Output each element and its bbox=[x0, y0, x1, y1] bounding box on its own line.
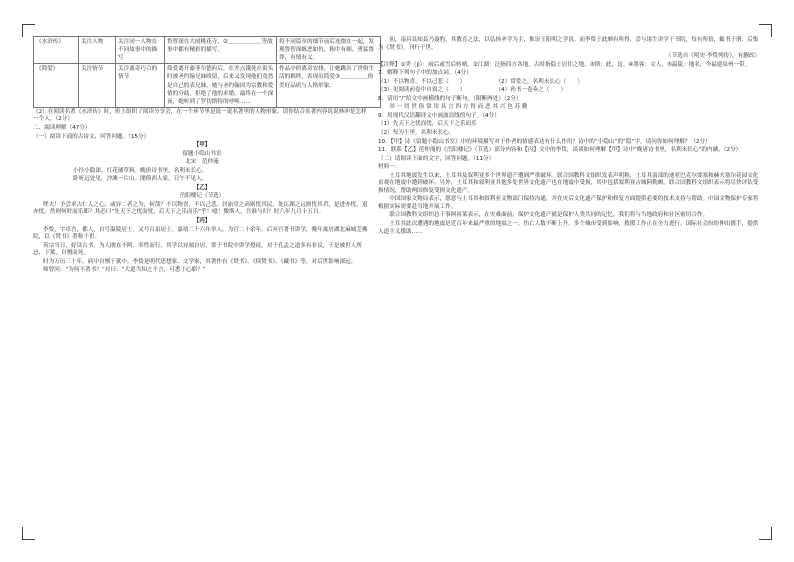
corner-mark bbox=[22, 527, 35, 540]
question-10: 10．【甲】诗《留题小隐山书室》中的环境描写对于作者的情感表达有什么作用？诗中的“小隐山”的“隐”字，请问你如何理解？（2分） bbox=[378, 138, 711, 145]
table-cell: 关注同一人物在不同故事中的描写 bbox=[116, 37, 165, 64]
table-cell: 鲁智深在大闹桃花寺、②＿＿＿＿＿＿等故事中都有精彩的描写。 bbox=[165, 37, 277, 64]
poem-author: 北宋 范仲淹 bbox=[185, 159, 219, 166]
corner-mark bbox=[759, 527, 772, 540]
label-yi: 【乙】 bbox=[193, 184, 211, 191]
subsection-heading: （二）请阅读下面的文字，回答问题。（11分） bbox=[378, 155, 495, 162]
material-paragraph: 联合国教科文组织总干事阿祖莱表示，在灾难面前，保护文化遗产就是保护人类共同的记忆，我们将与当地政府和社区密切合作。 bbox=[378, 212, 709, 219]
material-paragraph: 土耳其此次遭遇的地震是近百年来最严重的地震之一，伤亡人数不断上升，多个城市受到影响，救援工作正在全力进行，国际社会纷纷伸出援手，提供人道主义援助…… bbox=[378, 221, 759, 235]
table-cell: 关注人物 bbox=[79, 37, 116, 64]
material-paragraph: 中国国家文物局表示，愿意与土耳其和叙利亚文物部门保持沟通，并在灾后文化遗产保护和修复方面提供必要的技术支持与帮助。中国文物保护专家将根据实际需要赴当地开展工作。 bbox=[378, 196, 759, 210]
passage-source: （节选自《明史·李贽列传》，有删改） bbox=[665, 53, 760, 60]
question-options bbox=[378, 87, 760, 95]
question-options bbox=[378, 79, 760, 87]
corner-mark bbox=[759, 24, 772, 37]
material-paragraph: 土耳其地震发生以来，土耳其及叙利亚多个世界遗产遭到严重破坏。联合国教科文组织发表声明称，土耳其南部的迪亚巴克尔要塞和赫夫塞尔花园文化景观在地震中遭到破坏。另外，土耳其和叙利亚其他多处世界文化遗产也在地震中受损，其中包括叙利亚古城阿勒颇。联合国教科文组织表示将尽快评估受损情况，帮助两国修复受损文化遗产。 bbox=[378, 172, 759, 194]
annotation-note: 【注释】①霁（jì）：雨后或雪后转晴。②江湖：泛指四方各地，古时指隐士居住之地。③斯：此，这。④墨客：文人。⑤温陵：地名，今福建泉州一带。 bbox=[378, 61, 751, 68]
table-cell: 将不同篇章的细节前后连缀在一起，发现鲁智深嫉恶如仇、粗中有细、勇猛鲁莽、有情有义。 bbox=[277, 37, 381, 64]
question-8: 8．请用“/”给文中画横线的句子断句。（限断两处）（2分） bbox=[378, 95, 522, 102]
option: （4）孙书一卷奏之（ ） bbox=[495, 87, 567, 94]
question-2: （2）在阅读名著《水浒传》时，班上组织了阅读分享会，在一个环节里是说一说名著里的人物形象，请你结合名著内容说说林冲是怎样一个人。（2分） bbox=[33, 108, 367, 123]
question-9: 9．用现代汉语翻译文中画波浪线的句子。（4分） bbox=[378, 112, 500, 119]
passage-title: 岳阳楼记（节选） bbox=[179, 193, 225, 200]
passage-paragraph: 时为万历三十年，病中自刎于狱中。李贽是明代思想家、文学家，其著作有《焚书》、《续焚书》、《藏书》等，对后世影响深远。 bbox=[43, 258, 357, 265]
section-heading: 二、阅读理解（47分） bbox=[33, 124, 91, 131]
option: （1）不以物喜，不以己悲（ ） bbox=[378, 78, 466, 85]
table-cell: 《简爱》 bbox=[34, 64, 79, 108]
option: （2）常爱之，名利未长心（ ） bbox=[495, 78, 583, 85]
table-cell: 关注情节 bbox=[79, 64, 116, 108]
question-9-item: （1）先天下之忧而忧，后天下之乐而乐 bbox=[378, 121, 477, 128]
passage-paragraph: 师曾问：“为何不著书？”对曰：“大道当知之不言，可悉于心耶？” bbox=[43, 267, 206, 274]
table-row bbox=[34, 64, 381, 108]
passage-paragraph: 英宗当日，好读古书，为人刚直不阿，率性而行。其学以异端自居，常于书院中讲学授徒，对于孔孟之道多有非议，于是被世人所忌，下狱，自刎而死。 bbox=[33, 242, 362, 257]
subsection-heading: （一）阅读下面的古诗文，回答问题。（15分） bbox=[33, 133, 150, 140]
question-9-item: （2）每为千里，名利未长心。 bbox=[378, 130, 455, 137]
left-column bbox=[33, 36, 375, 276]
poem-title: 留题小隐山书室 bbox=[182, 150, 222, 157]
passage-paragraph: 嗟夫！予尝求古仁人之心，或异二者之为，何哉？不以物喜，不以己悲。居庙堂之高则忧其民，处江湖之远则忧其君。是进亦忧，退亦忧。然则何时而乐耶？其必曰“先天下之忧而忧，后天下之乐而乐”乎！噫！微斯人，吾谁与归？时六年九月十五日。 bbox=[33, 201, 368, 216]
table-cell: 作品中的离奇安排，让她跳出了世俗生活的羁绊，表现出简爱③＿＿＿＿＿的美好品质与人格形象。 bbox=[277, 64, 381, 108]
passage-paragraph: 初，南昌县知县乃聂豹，其教育之法，以弘扬圣学为主，推崇王阳明之学说。而李贽于此颇有所得，尝与诸生讲学于书院，每有所悟，辄书于册，后集为《焚书》，刊行于世。 bbox=[378, 37, 759, 51]
question-7: 7．解释下列句子中的加点词。（4分） bbox=[378, 70, 472, 77]
table-cell: 关注离奇巧合的情节 bbox=[116, 64, 165, 108]
reading-table bbox=[33, 36, 381, 108]
option: （3）见阅读前卷中自叙之（ ） bbox=[378, 87, 466, 94]
question-11: 11．联系【乙】范仲淹的《岳阳楼记》（节选）部分内容和【丙】文中的李贽，谈谈如何理解【甲】诗中“晚唐诗书里，名利未长心”的内涵。（2分） bbox=[378, 147, 742, 154]
poem-line: 卧听远处见，沙滩一片山。閒倚西人家，日午不见人。 bbox=[73, 176, 208, 183]
right-column bbox=[378, 36, 760, 237]
poem-line: 小径小隐深，红花铺草料。晚唐诗书里，名利未长心。 bbox=[73, 167, 208, 174]
label-jia: 【甲】 bbox=[193, 142, 211, 149]
table-row bbox=[34, 37, 381, 64]
table-cell: 《水浒传》 bbox=[34, 37, 79, 64]
label-bing: 【丙】 bbox=[193, 217, 211, 224]
question-8-sentence: 举 一 切 世 俗 常 用 具 言 四 方 得 而 恶 其 兴 也 苏 勤 bbox=[378, 104, 528, 111]
material-label: 材料一： bbox=[378, 164, 401, 171]
passage-paragraph: 李贽，字卓吾，都人，自号温陵居士。又号百泉居士。嘉靖二十六年举人，为官二十余年，后弃官著书讲学，晚年寓居湖北麻城芝佛院，以《焚书》著称于世。 bbox=[33, 226, 368, 241]
table-cell: 简爱离开桑菲尔德府后，在差点饿死在街头时被圣约翰兄妹收留，后来又发现他们竟然是自己的表兄妹。她与圣约翰因为宗教和爱情的分歧，拒绝了他的求婚。最终在一个深夜，她听到了罗切斯特的呼唤…… bbox=[165, 64, 277, 108]
